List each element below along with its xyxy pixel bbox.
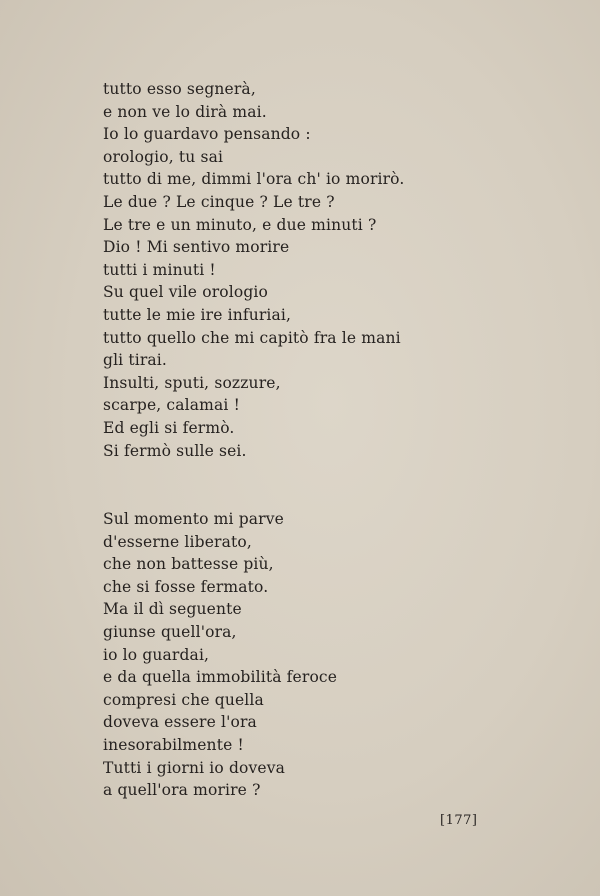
poem-line: giunse quell'ora,: [103, 622, 237, 641]
poem-line: d'esserne liberato,: [103, 532, 252, 551]
poem-line: orologio, tu sai: [103, 147, 224, 166]
poem-line: Sul momento mi parve: [103, 510, 284, 528]
poem-line: Ed egli si fermò.: [103, 418, 235, 437]
poem-line: che non battesse più,: [103, 555, 274, 574]
poem-line: inesorabilmente !: [103, 735, 244, 754]
poem-line: tutti i minuti !: [103, 260, 216, 279]
poem-line: compresi che quella: [103, 690, 264, 709]
poem-line: e da quella immobilità feroce: [103, 668, 338, 687]
poem-line: doveva essere l'ora: [103, 713, 257, 732]
poem-line: Le tre e un minuto, e due minuti ?: [103, 215, 377, 234]
poem-line: Io lo guardavo pensando :: [103, 125, 311, 144]
poem-line: Si fermò sulle sei.: [103, 441, 247, 460]
poem-line: tutto di me, dimmi l'ora ch' io morirò.: [103, 170, 405, 189]
page-number: [177]: [440, 813, 478, 828]
poem-line: Dio ! Mi sentivo morire: [103, 238, 290, 257]
poem-line: Ma il dì seguente: [103, 600, 242, 619]
poem-line: tutte le mie ire infuriai,: [103, 305, 292, 324]
poem-stanza-1: [103, 78, 404, 462]
poem-line: Su quel vile orologio: [103, 283, 268, 302]
poem-line: Le due ? Le cinque ? Le tre ?: [103, 192, 335, 211]
poem-line: scarpe, calamai !: [103, 396, 240, 415]
poem-line: tutto quello che mi capitò fra le mani: [103, 328, 401, 347]
poem-line: tutto esso segnerà,: [103, 80, 256, 98]
poem-stanza-2: [103, 508, 337, 802]
poem-line: che si fosse fermato.: [103, 577, 269, 596]
poem-line: Insulti, sputi, sozzure,: [103, 373, 281, 392]
poem-line: io lo guardai,: [103, 645, 210, 664]
poem-line: gli tirai.: [103, 351, 167, 370]
poem-line: Tutti i giorni io doveva: [103, 758, 286, 777]
poem-line: a quell'ora morire ?: [103, 781, 261, 800]
poem-line: e non ve lo dirà mai.: [103, 102, 267, 121]
